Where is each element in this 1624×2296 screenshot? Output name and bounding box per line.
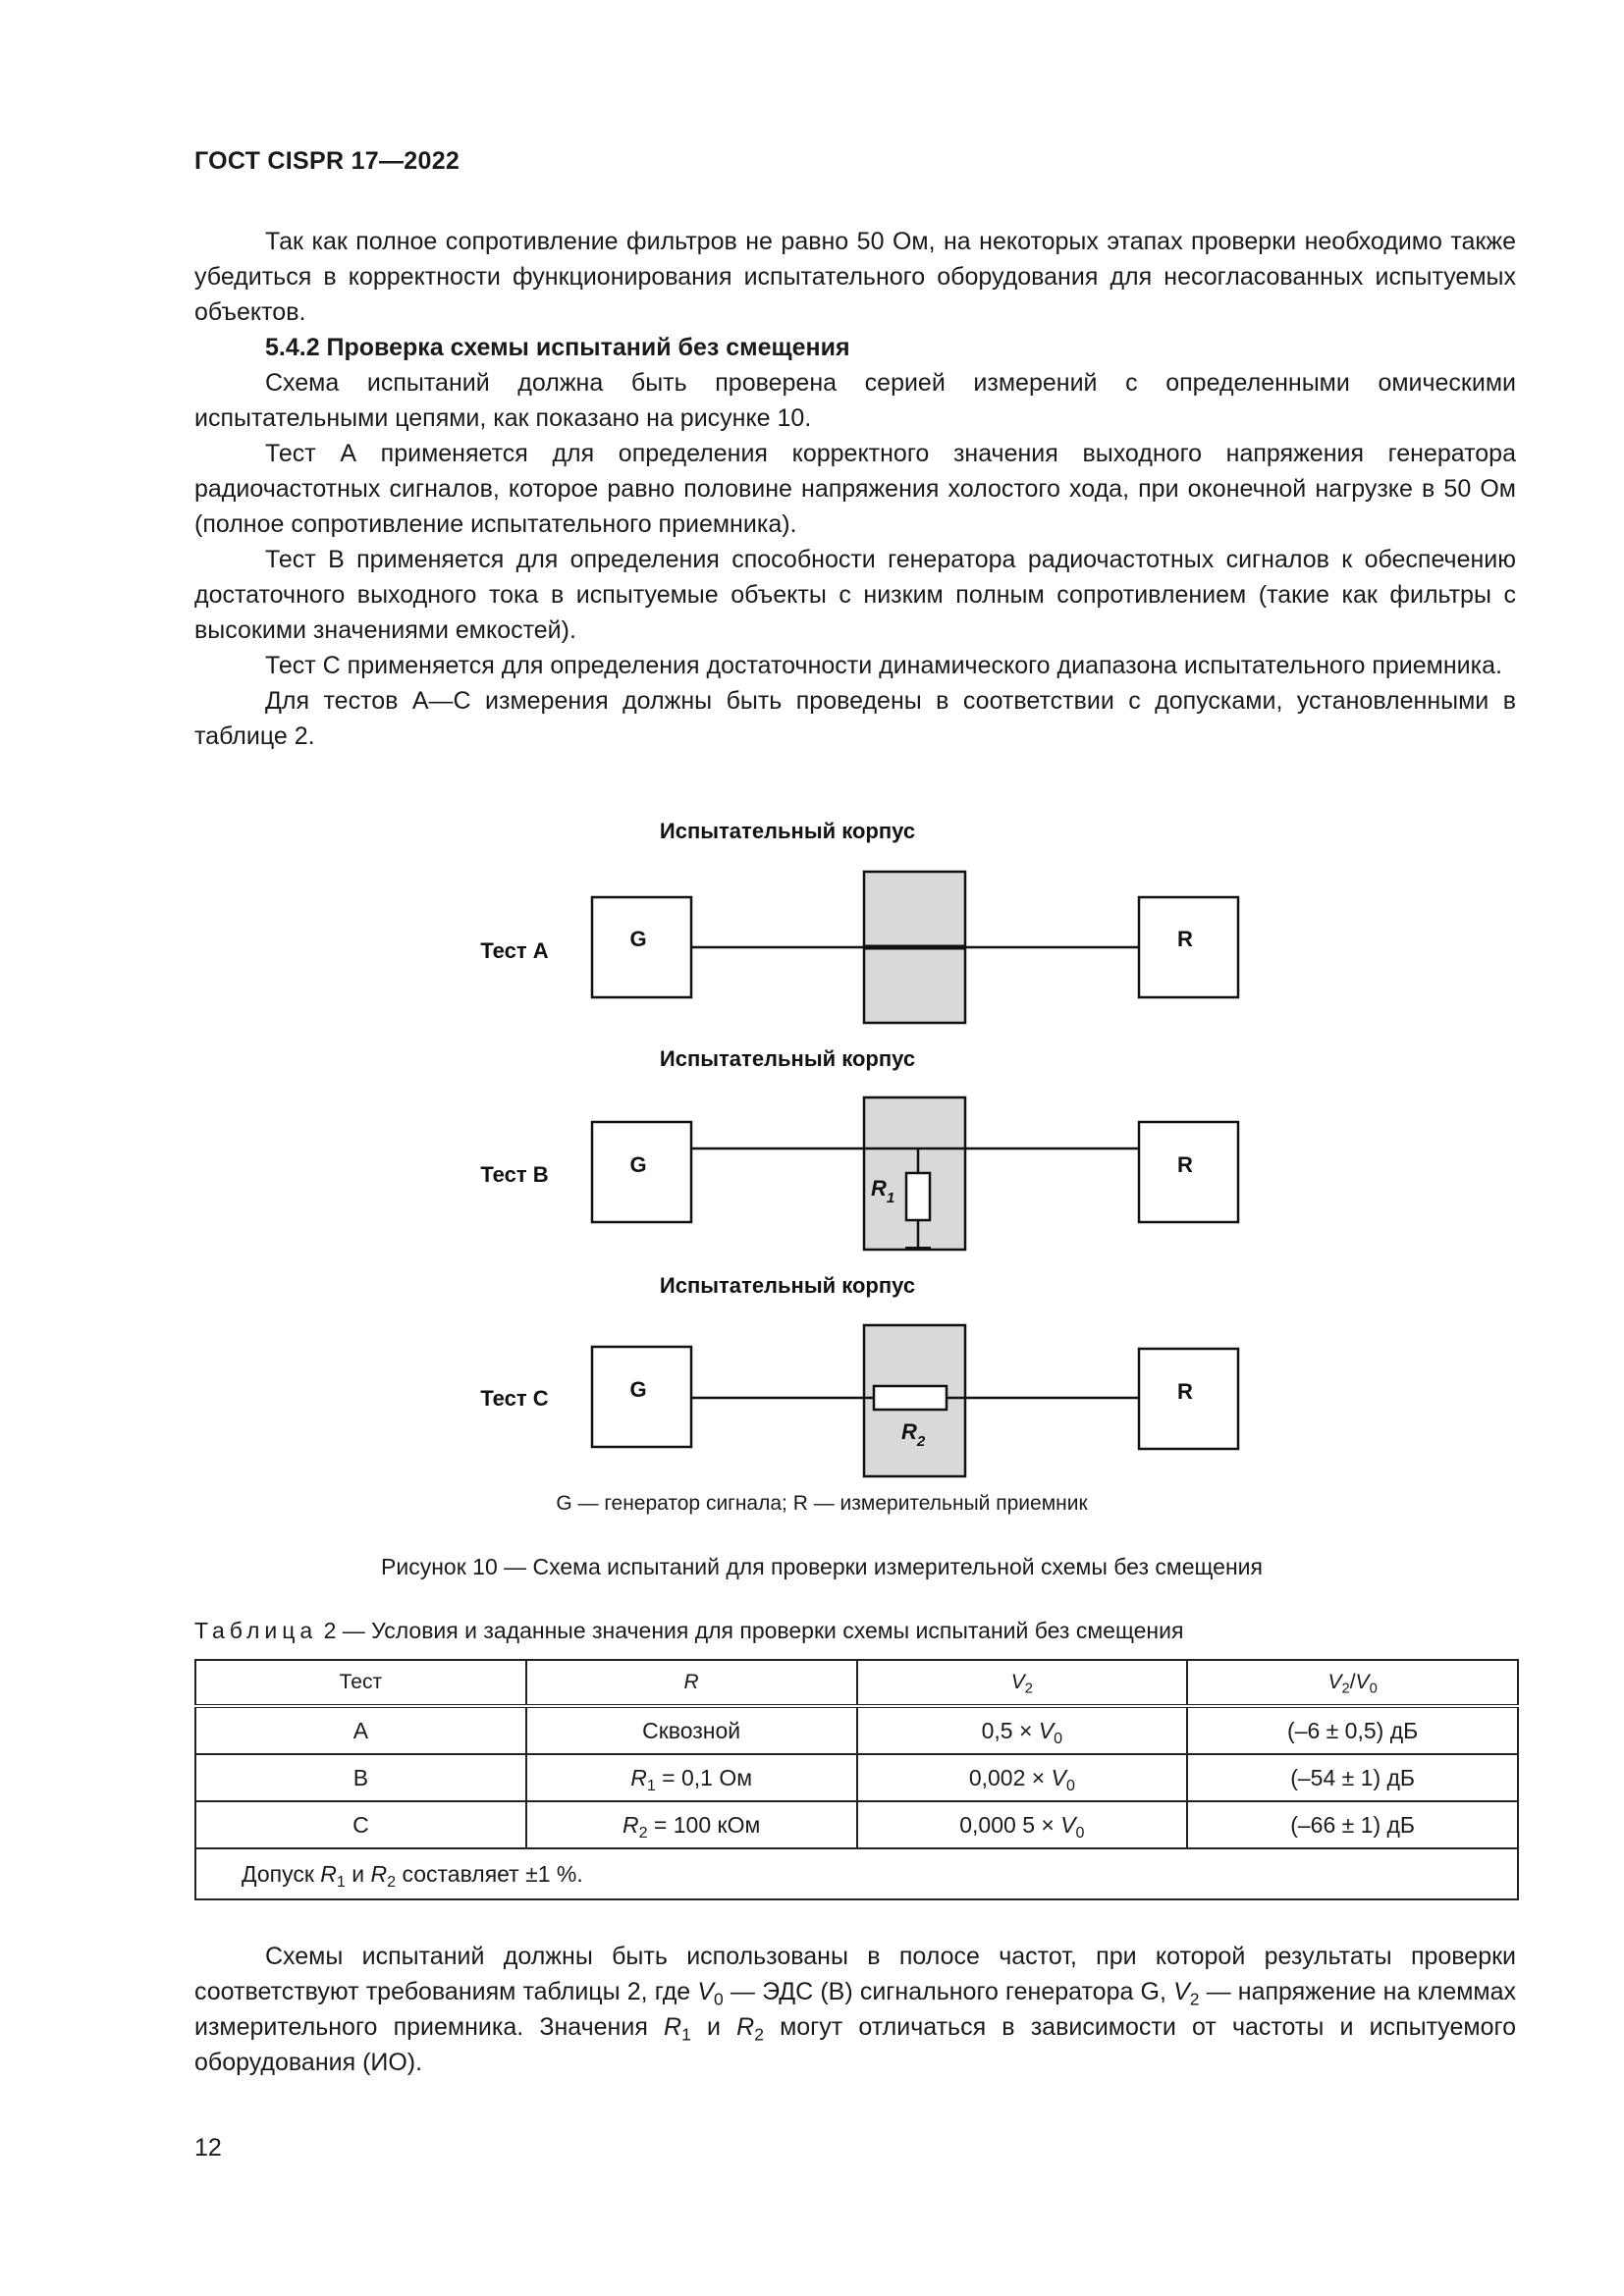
cell-test: С	[195, 1801, 526, 1848]
resistor-r1-label: $R_1$	[871, 1176, 895, 1206]
table-title	[194, 1618, 1183, 1644]
header-v2: $V_2$	[857, 1660, 1188, 1706]
generator-label: G	[629, 1152, 647, 1177]
paragraph: Схемы испытаний должны быть использованы в полосе частот, при которой результаты проверки соответствуют требованиям таблицы 2, где $V_0$ — ЭДС (В) сигнального генератора G, $V_2$ — напряжение на клеммах измерительного приемника. Значения $R_1$ и $R_2$ могут отличаться в зависимости от частоты и испытуемого оборудования (ИО).	[194, 1943, 1517, 2076]
header-v2-v0: $V_2/V_0$	[1187, 1660, 1518, 1706]
table-row	[195, 1801, 1518, 1848]
body-text-bottom	[194, 1939, 1516, 2080]
cell-r: $R_1 = 0,1$ Ом	[526, 1754, 857, 1801]
cell-v2: $0,5 \times V_0$	[857, 1706, 1188, 1754]
cell-ratio: (–6 ± 0,5) дБ	[1187, 1706, 1518, 1754]
paragraph: Тест А применяется для определения корректного значения выходного напряжения генератора радиочастотных сигналов, которое равно половине напряжения холостого хода, при оконечной нагрузке в 50 Ом (полное сопротивление испытательного приемника).	[194, 440, 1516, 538]
test-a-label: Тест А	[480, 938, 549, 963]
figure-caption: Рисунок 10 — Схема испытаний для проверки измерительной схемы без смещения	[381, 1554, 1263, 1579]
receiver-label: R	[1177, 1379, 1193, 1404]
section-heading: 5.4.2 Проверка схемы испытаний без смещения	[265, 334, 850, 361]
table-row	[195, 1706, 1518, 1754]
table-note-row	[195, 1848, 1518, 1899]
paragraph: Так как полное сопротивление фильтров не равно 50 Ом, на некоторых этапах проверки необходимо также убедиться в корректности функционирования испытательного оборудования для несогласованных испытуемых объектов.	[194, 228, 1516, 326]
figure-legend: G — генератор сигнала; R — измерительный приемник	[556, 1492, 1088, 1515]
table-header-row	[195, 1660, 1518, 1706]
generator-label: G	[629, 927, 647, 951]
enclosure-label: Испытательный корпус	[659, 819, 916, 843]
receiver-label: R	[1177, 927, 1193, 951]
table-title-word: Таблица	[194, 1618, 318, 1643]
receiver-label: R	[1177, 1152, 1193, 1177]
cell-ratio: (–54 ± 1) дБ	[1187, 1754, 1518, 1801]
cell-v2: $0,002 \times V_0$	[857, 1754, 1188, 1801]
cell-v2: 0,000 $5 \times V_0$	[857, 1801, 1188, 1848]
enclosure-label: Испытательный корпус	[659, 1273, 916, 1298]
test-c-label: Тест С	[480, 1386, 549, 1411]
document-header: ГОСТ CISPR 17—2022	[194, 147, 460, 175]
generator-label: G	[629, 1377, 647, 1402]
paragraph: Схема испытаний должна быть проверена серией измерений с определенными омическими испытательными цепями, как показано на рисунке 10.	[194, 369, 1516, 432]
paragraph: Тест В применяется для определения способности генератора радиочастотных сигналов к обеспечению достаточного выходного тока в испытуемые объекты с низким полным сопротивлением (такие как фильтры с высокими значениями емкостей).	[194, 546, 1516, 644]
paragraph: Для тестов А—С измерения должны быть проведены в соответствии с допусками, установленными в таблице 2.	[194, 687, 1516, 750]
table-note: Допуск $R_1$ и $R_2$ составляет ±1 %.	[195, 1848, 1518, 1899]
resistor-r2-label: $R_2$	[901, 1419, 926, 1450]
header-test: Тест	[195, 1660, 526, 1706]
body-text-top	[194, 224, 1516, 754]
table-row	[195, 1754, 1518, 1801]
header-r: R	[526, 1660, 857, 1706]
cell-test: В	[195, 1754, 526, 1801]
resistor-r2	[874, 1386, 947, 1410]
cell-r: Сквозной	[526, 1706, 857, 1754]
cell-ratio: (–66 ± 1) дБ	[1187, 1801, 1518, 1848]
paragraph: Тест С применяется для определения достаточности динамического диапазона испытательного приемника.	[265, 652, 1502, 679]
page-number: 12	[194, 2134, 222, 2162]
enclosure-label: Испытательный корпус	[659, 1046, 916, 1071]
cell-test: А	[195, 1706, 526, 1754]
resistor-r1	[906, 1173, 930, 1220]
test-circuit-figure	[0, 805, 1624, 1482]
verification-table	[194, 1659, 1519, 1900]
cell-r: $R_2 = 100$ кОм	[526, 1801, 857, 1848]
table-title-text: 2 — Условия и заданные значения для проверки схемы испытаний без смещения	[323, 1618, 1184, 1643]
test-b-label: Тест В	[480, 1162, 549, 1187]
